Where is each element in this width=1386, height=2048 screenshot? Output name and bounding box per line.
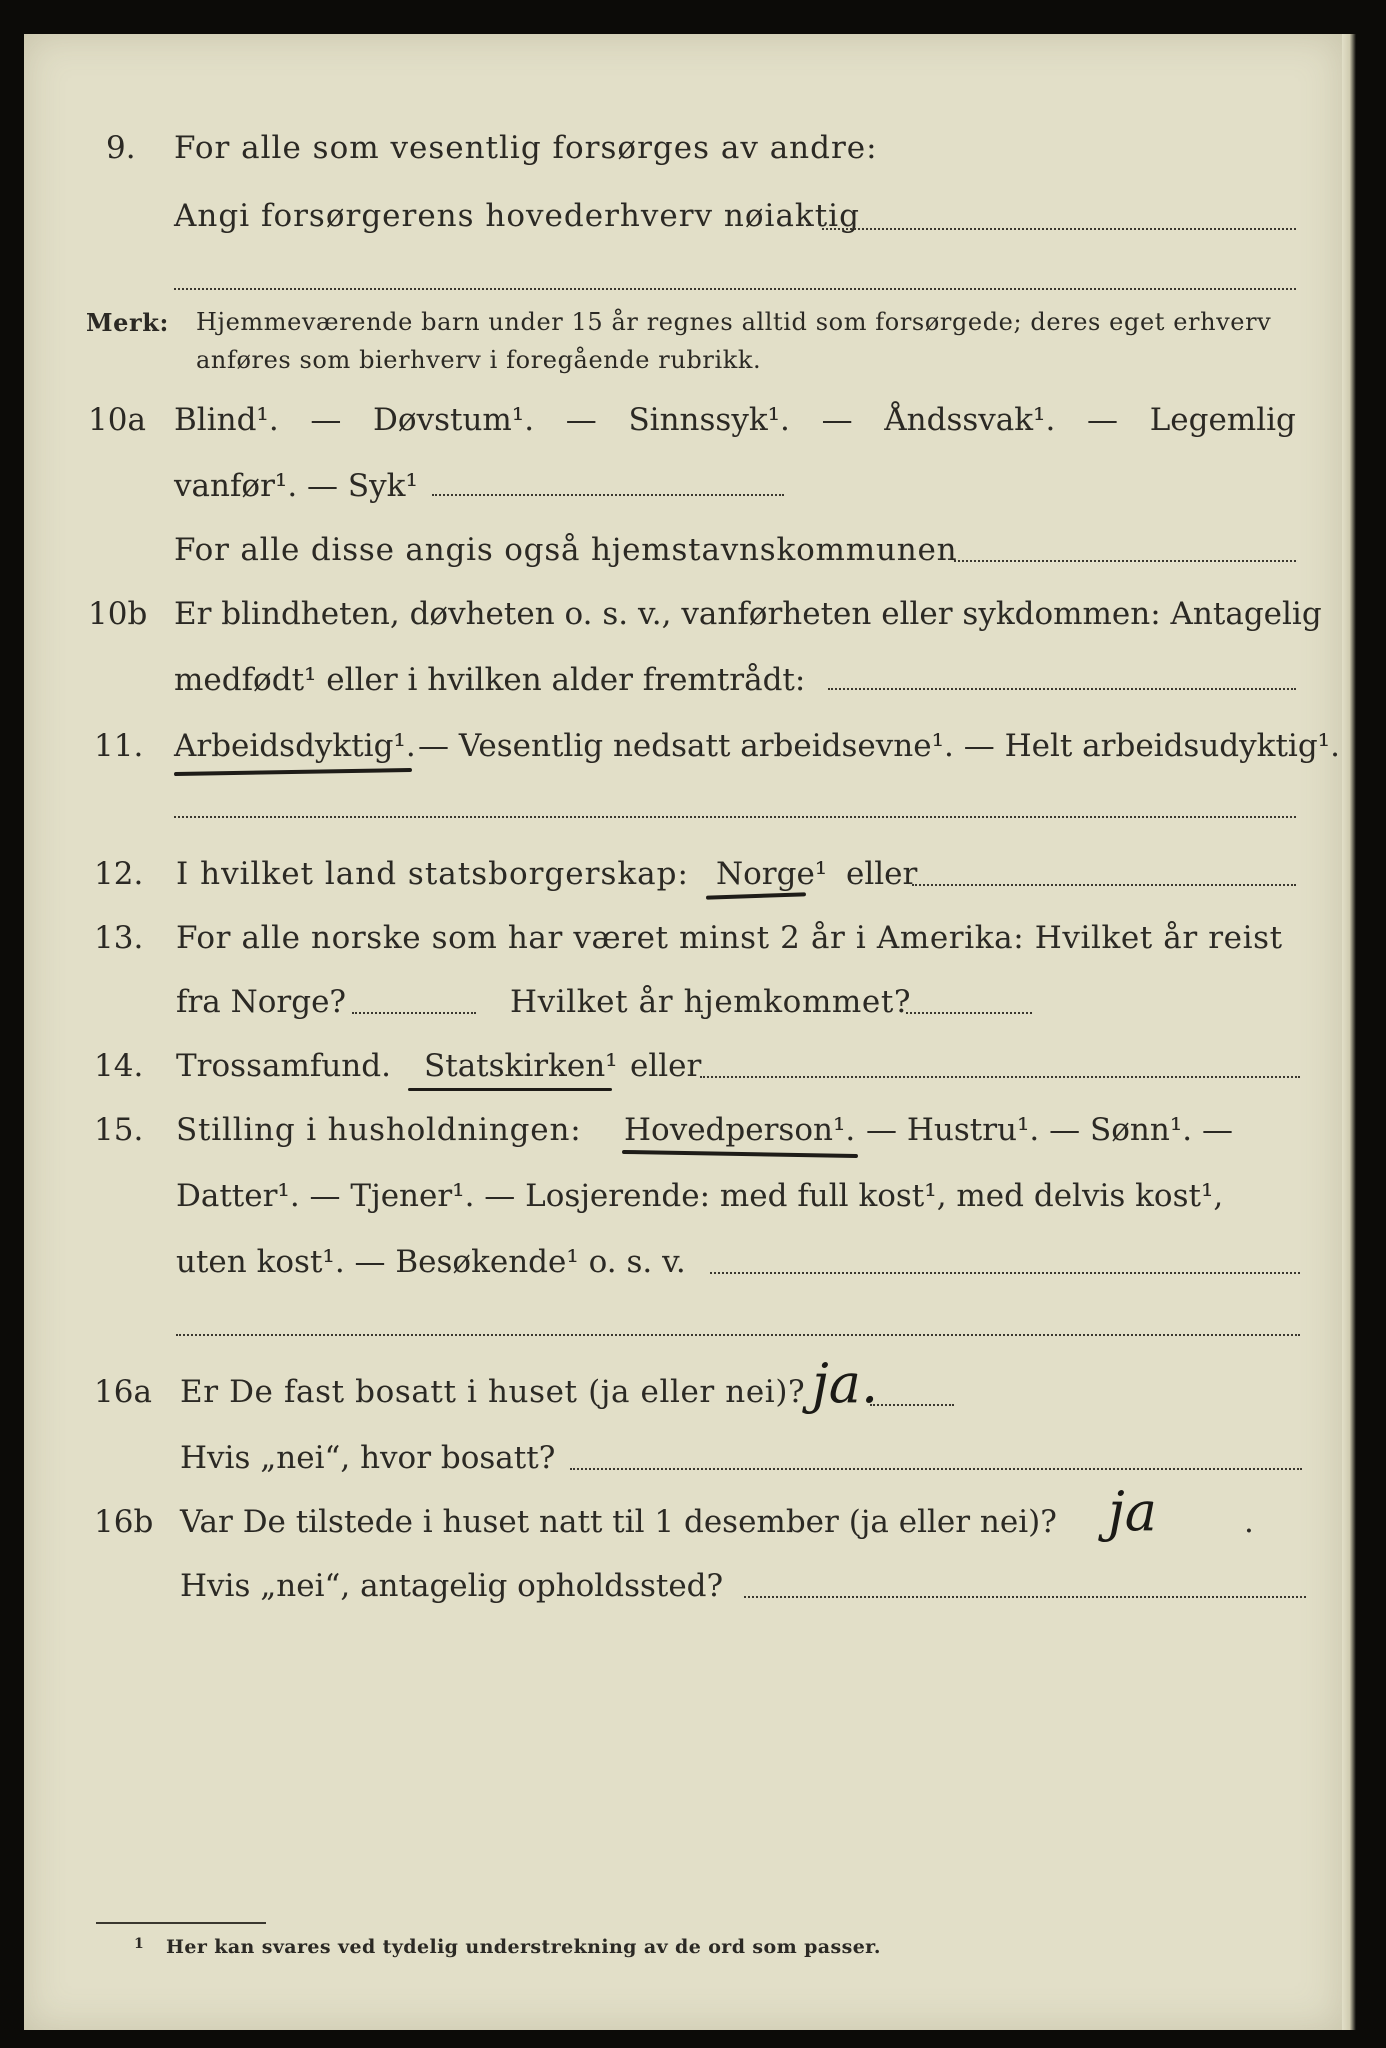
question-text: medfødt¹ eller i hvilken alder fremtrådt: [174, 662, 806, 698]
question-text: vanfør¹. — Syk¹ [174, 468, 418, 504]
footnote-mark: 1 [134, 1936, 145, 1952]
question-text: For alle norske som har været minst 2 år i Amerika: Hvilket år reist [176, 920, 1283, 956]
question-text: Er De fast bosatt i huset (ja eller nei)? [180, 1374, 806, 1410]
option-arbeidsdyktig[interactable]: Arbeidsdyktig¹. [174, 728, 416, 764]
question-options: uten kost¹. — Besøkende¹ o. s. v. [176, 1244, 686, 1280]
question-text: Var De tilstede i huset natt til 1 desember (ja eller nei)? [180, 1504, 1057, 1540]
answer-line[interactable] [174, 288, 1296, 290]
question-options: — Vesentlig nedsatt arbeidsevne¹. — Helt arbeidsudyktig¹. [418, 728, 1340, 764]
option-sinnssyk[interactable]: Sinnssyk¹. [628, 402, 790, 438]
question-options: — Hustru¹. — Sønn¹. — [866, 1112, 1233, 1148]
dash: — [821, 402, 853, 438]
question-number: 14. [94, 1048, 144, 1084]
question-text: Angi forsørgerens hovederhverv nøiaktig [174, 198, 860, 234]
question-text: Hvis „nei“, hvor bosatt? [180, 1440, 556, 1476]
note-label: Merk: [86, 308, 169, 337]
footnote-text: Her kan svares ved tydelig understrekning av de ord som passer. [166, 1936, 881, 1958]
question-text: fra Norge? [176, 984, 347, 1020]
question-text: For alle som vesentlig forsørges av andre: [174, 130, 878, 166]
period-mark: . [1244, 1504, 1254, 1540]
question-number: 12. [94, 856, 144, 892]
handwritten-underline [408, 1088, 612, 1091]
dash: — [1087, 402, 1119, 438]
footnote-rule [96, 1922, 266, 1924]
question-options-row [174, 402, 1296, 438]
handwritten-answer: ja. [812, 1352, 879, 1415]
answer-line[interactable] [174, 816, 1296, 818]
question-number: 16b [94, 1504, 154, 1540]
answer-line[interactable] [828, 688, 1296, 690]
answer-line[interactable] [912, 884, 1296, 886]
answer-line[interactable] [700, 1076, 1300, 1078]
handwritten-answer: ja [1108, 1480, 1157, 1543]
question-text: Er blindheten, døvheten o. s. v., vanførheten eller sykdommen: Antagelig [174, 596, 1322, 632]
question-text: Hvilket år hjemkommet? [510, 984, 912, 1020]
answer-line[interactable] [822, 228, 1296, 230]
answer-line[interactable] [906, 1012, 1032, 1014]
option-norge[interactable]: Norge¹ [716, 856, 828, 892]
question-text: I hvilket land statsborgerskap: [176, 856, 689, 892]
option-hovedperson[interactable]: Hovedperson¹. [624, 1112, 856, 1148]
question-number: 10b [88, 596, 148, 632]
dash: — [310, 402, 342, 438]
answer-line[interactable] [710, 1272, 1300, 1274]
option-legemlig[interactable]: Legemlig [1149, 402, 1296, 438]
answer-line[interactable] [870, 1404, 954, 1406]
answer-line[interactable] [352, 1012, 476, 1014]
question-options: Datter¹. — Tjener¹. — Losjerende: med full kost¹, med delvis kost¹, [176, 1178, 1224, 1214]
question-text: Hvis „nei“, antagelig opholdssted? [180, 1568, 724, 1604]
question-number: 9. [106, 130, 136, 166]
question-text: Stilling i husholdningen: [176, 1112, 582, 1148]
torn-page-edge [1342, 34, 1356, 2030]
question-text: eller [846, 856, 918, 892]
question-number: 13. [94, 920, 144, 956]
answer-line[interactable] [570, 1468, 1302, 1470]
answer-line[interactable] [432, 494, 784, 496]
option-statskirken[interactable]: Statskirken¹ [424, 1048, 618, 1084]
answer-line[interactable] [744, 1596, 1306, 1598]
question-number: 10a [88, 402, 146, 438]
note-text: Hjemmeværende barn under 15 år regnes alltid som forsørgede; deres eget erhverv [196, 308, 1272, 336]
question-number: 15. [94, 1112, 144, 1148]
answer-line[interactable] [176, 1334, 1300, 1336]
question-text: Trossamfund. [176, 1048, 391, 1084]
answer-line[interactable] [954, 560, 1296, 562]
option-dovstum[interactable]: Døvstum¹. [373, 402, 535, 438]
question-number: 16a [94, 1374, 152, 1410]
question-text: For alle disse angis også hjemstavnskommunen [174, 532, 958, 568]
option-andssvak[interactable]: Åndssvak¹. [884, 402, 1056, 438]
option-blind[interactable]: Blind¹. [174, 402, 279, 438]
question-text: eller [630, 1048, 702, 1084]
question-number: 11. [94, 728, 144, 764]
note-text: anføres som bierhverv i foregående rubrikk. [196, 346, 762, 374]
dash: — [565, 402, 597, 438]
